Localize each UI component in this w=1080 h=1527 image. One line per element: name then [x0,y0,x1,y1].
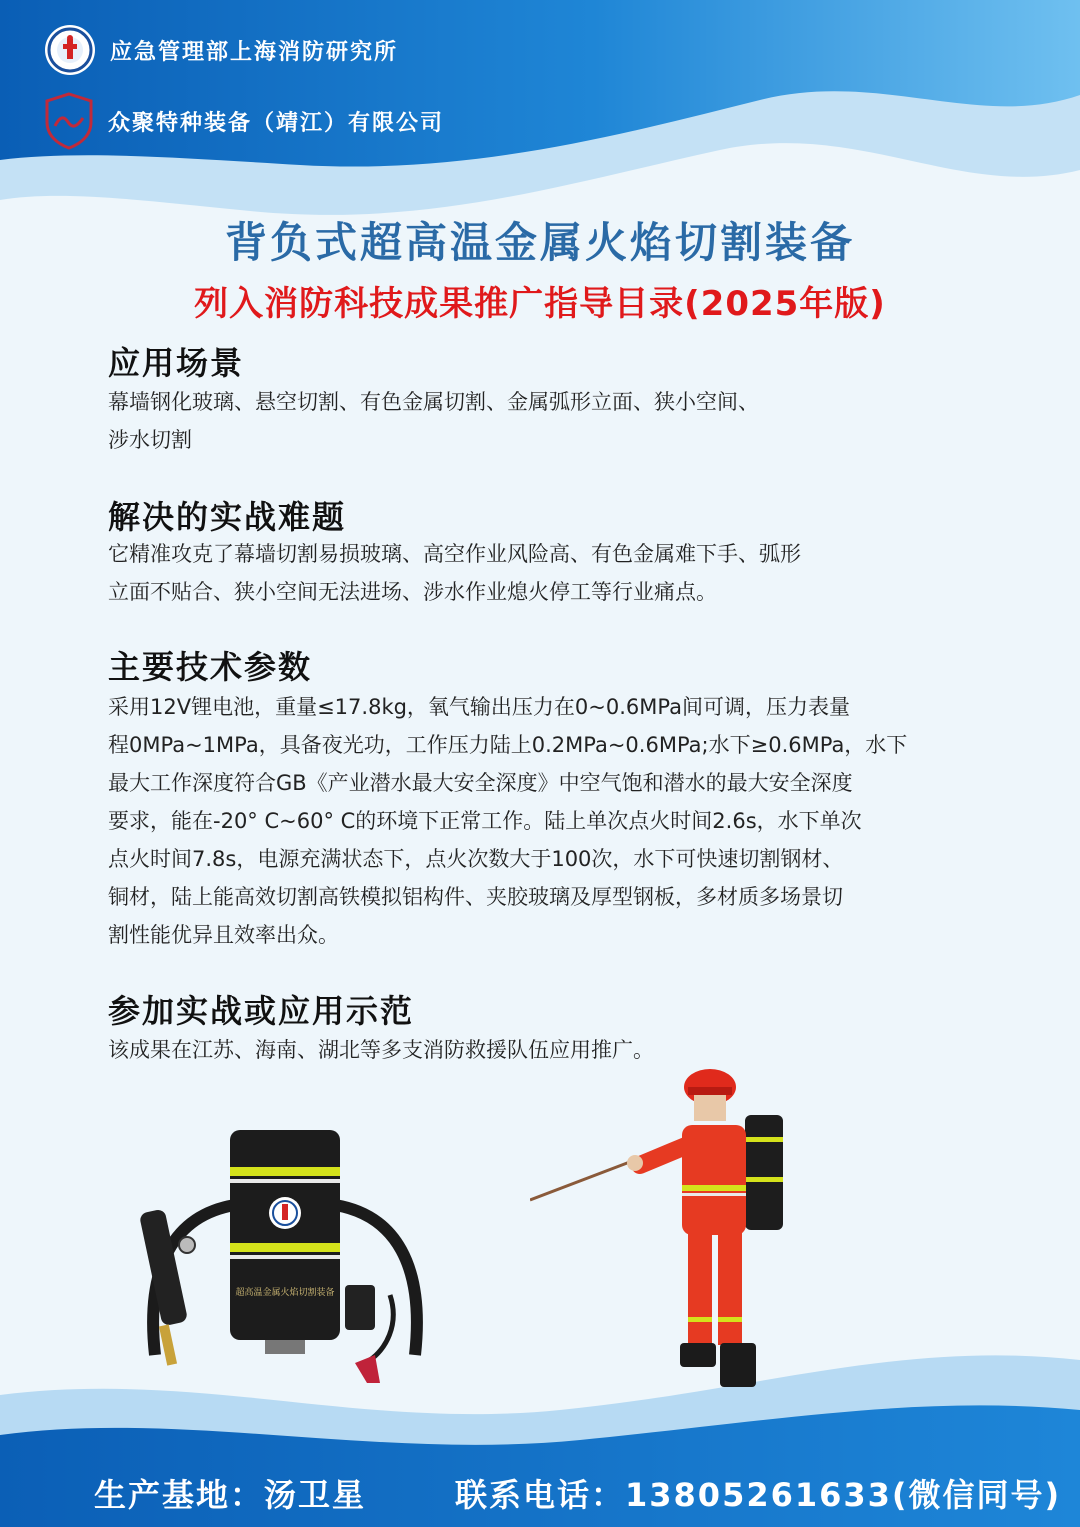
params-line: 割性能优异且效率出众。 [108,923,339,947]
fire-institute-logo [44,24,96,76]
footer-base: 生产基地：汤卫星 [94,1476,367,1514]
scenario-heading: 应用场景 [108,344,245,382]
scenario-line: 幕墙钢化玻璃、悬空切割、有色金属切割、金属弧形立面、狭小空间、 [108,390,759,414]
footer-phone: 联系电话：13805261633(微信同号) [455,1476,1062,1514]
org-primary-name: 应急管理部上海消防研究所 [110,39,399,65]
demo-text [108,1031,988,1069]
org-secondary-row [44,92,444,150]
params-line: 采用12V锂电池，重量≤17.8kg，氧气输出压力在0~0.6MPa间可调，压力表量 [108,695,850,719]
page-title: 背负式超高温金属火焰切割装备 [224,218,855,267]
problems-heading: 解决的实战难题 [108,498,347,536]
params-line: 程0MPa~1MPa，具备夜光功，工作压力陆上0.2MPa~0.6MPa;水下≥0.6MPa，水下 [108,733,908,757]
params-text [108,688,988,954]
params-heading: 主要技术参数 [108,648,313,686]
problems-line: 立面不贴合、狭小空间无法进场、涉水作业熄火停工等行业痛点。 [108,580,717,604]
problems-line: 它精准攻克了幕墙切割易损玻璃、高空作业风险高、有色金属难下手、弧形 [108,542,801,566]
firefighter-demo-image [530,1065,800,1395]
params-line: 铜材，陆上能高效切割高铁模拟铝构件、夹胶玻璃及厚型钢板，多材质多场景切 [108,885,843,909]
backpack-label: 超高温金属火焰切割装备 [235,1288,335,1298]
org-primary-row [44,24,398,76]
problems-text [108,535,988,611]
scenario-text [108,383,988,459]
page-subtitle: 列入消防科技成果推广指导目录(2025年版) [194,284,886,324]
params-line: 最大工作深度符合GB《产业潜水最大安全深度》中空气饱和潜水的最大安全深度 [108,771,853,795]
company-shield-logo [44,92,94,150]
demo-line: 该成果在江苏、海南、湖北等多支消防救援队伍应用推广。 [108,1038,654,1062]
params-line: 要求，能在-20° C~60° C的环境下正常工作。陆上单次点火时间2.6s，水下单次 [108,809,862,833]
demo-heading: 参加实战或应用示范 [108,992,415,1030]
params-line: 点火时间7.8s，电源充满状态下，点火次数大于100次，水下可快速切割钢材、 [108,847,844,871]
backpack-equipment-image [135,1125,435,1390]
scenario-line: 涉水切割 [108,428,192,452]
org-secondary-name: 众聚特种装备（靖江）有限公司 [108,110,445,136]
